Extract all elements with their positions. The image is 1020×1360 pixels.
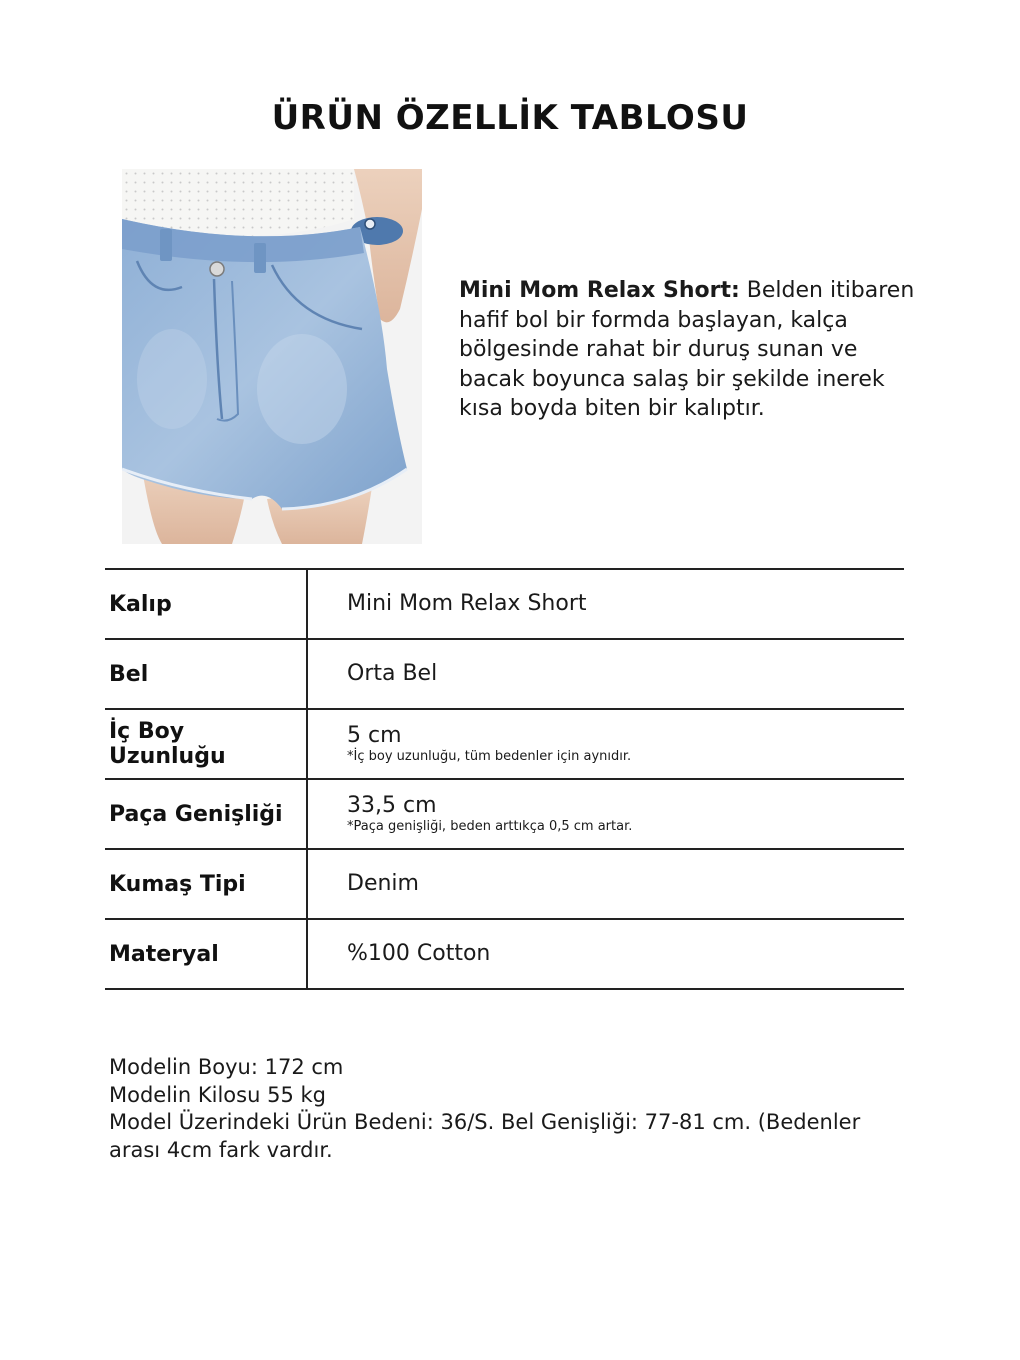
spec-value-cell — [307, 569, 904, 639]
table-row — [105, 709, 904, 779]
spec-label-cell — [105, 919, 307, 989]
spec-value-cell — [307, 709, 904, 779]
spec-note: *İç boy uzunluğu, tüm bedenler için aynıdır. — [347, 749, 632, 764]
spec-value: Mini Mom Relax Short — [347, 591, 587, 616]
product-description — [459, 276, 929, 424]
table-row — [105, 569, 904, 639]
table-row — [105, 919, 904, 989]
spec-value-cell — [307, 779, 904, 849]
spec-label-cell — [105, 849, 307, 919]
spec-label: Kalıp — [109, 591, 172, 617]
table-row — [105, 639, 904, 709]
spec-note: *Paça genişliği, beden arttıkça 0,5 cm artar. — [347, 819, 633, 834]
spec-value-cell — [307, 919, 904, 989]
model-size: Model Üzerindeki Ürün Bedeni: 36/S. Bel Genişliği: 77-81 cm. (Bedenler arası 4cm fark vardır. — [109, 1110, 861, 1162]
table-row — [105, 849, 904, 919]
product-photo — [122, 169, 422, 544]
spec-label: İç Boy Uzunluğu — [109, 719, 226, 769]
spec-value: 33,5 cm — [347, 793, 437, 818]
spec-label: Paça Genişliği — [109, 801, 283, 827]
spec-table — [105, 568, 904, 990]
product-name: Mini Mom Relax Short: — [459, 278, 740, 303]
spec-value: 5 cm — [347, 723, 402, 748]
model-info — [109, 1054, 909, 1164]
spec-value: Orta Bel — [347, 661, 438, 686]
spec-label-cell — [105, 639, 307, 709]
page-title: ÜRÜN ÖZELLİK TABLOSU — [271, 98, 749, 138]
spec-label: Materyal — [109, 941, 219, 967]
description-text: Belden itibaren hafif bol bir formda başlayan, kalça bölgesinde rahat bir duruş sunan ve bacak boyunca salaş bir şekilde inerek kısa boyda biten bir kalıptır. — [459, 278, 915, 421]
spec-label-cell — [105, 779, 307, 849]
table-row — [105, 779, 904, 849]
spec-value: Denim — [347, 871, 419, 896]
model-height: Modelin Boyu: 172 cm — [109, 1055, 344, 1079]
spec-label: Kumaş Tipi — [109, 871, 246, 897]
model-weight: Modelin Kilosu 55 kg — [109, 1082, 326, 1107]
spec-label-cell — [105, 569, 307, 639]
spec-value: %100 Cotton — [347, 941, 491, 966]
spec-label-cell — [105, 709, 307, 779]
spec-label: Bel — [109, 661, 149, 687]
spec-value-cell — [307, 639, 904, 709]
spec-value-cell — [307, 849, 904, 919]
